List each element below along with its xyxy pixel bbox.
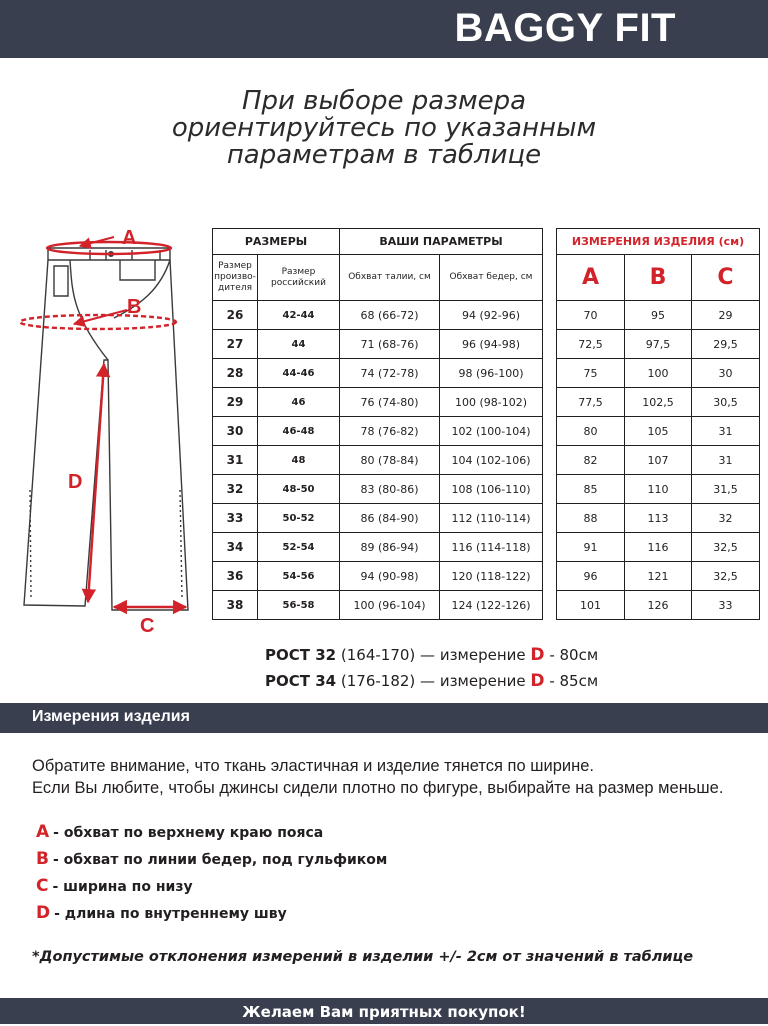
measure-cell-c: 32,5 (692, 562, 760, 591)
measure-cell-c: 30 (692, 359, 760, 388)
measure-row (557, 330, 760, 359)
marker-d-line (88, 364, 104, 602)
measure-cell-c: 31,5 (692, 475, 760, 504)
measure-cell-b: 95 (625, 301, 692, 330)
legend-letter: D (36, 903, 51, 923)
size-mfr-cell: 30 (213, 417, 258, 446)
size-row (213, 533, 543, 562)
measure-cell-a: 101 (557, 591, 625, 620)
measure-cell-b: 121 (625, 562, 692, 591)
measure-cell-a: 85 (557, 475, 625, 504)
measure-cell-c: 29,5 (692, 330, 760, 359)
size-ru-cell: 48 (258, 446, 340, 475)
height-range: (176-182) (340, 672, 416, 690)
size-ru-cell: 50-52 (258, 504, 340, 533)
notice-paragraph: Обратите внимание, что ткань эластичная и изделие тянется по ширине. (32, 757, 594, 775)
hips-cell: 112 (110-114) (440, 504, 543, 533)
notice-paragraph: Если Вы любите, чтобы джинсы сидели плотно по фигуре, выбирайте на размер меньше. (32, 779, 724, 797)
col-waist-header: Обхват талии, см (340, 255, 440, 301)
height-range: (164-170) (340, 646, 416, 664)
height-letter: D (530, 671, 545, 691)
measure-cell-a: 91 (557, 533, 625, 562)
size-row (213, 504, 543, 533)
waist-cell: 68 (66-72) (340, 301, 440, 330)
waist-cell: 100 (96-104) (340, 591, 440, 620)
size-mfr-cell: 26 (213, 301, 258, 330)
legend-text: - обхват по линии бедер, под гульфиком (52, 852, 388, 868)
measure-cell-b: 107 (625, 446, 692, 475)
size-mfr-cell: 38 (213, 591, 258, 620)
brand-title: BAGGY FIT (454, 6, 676, 50)
measure-cell-b: 100 (625, 359, 692, 388)
measurements-header: ИЗМЕРЕНИЯ ИЗДЕЛИЯ (см) (557, 229, 760, 255)
size-mfr-cell: 27 (213, 330, 258, 359)
measure-row (557, 446, 760, 475)
measure-row (557, 417, 760, 446)
measure-cell-a: 82 (557, 446, 625, 475)
waist-cell: 74 (72-78) (340, 359, 440, 388)
measure-row (557, 301, 760, 330)
measure-cell-a: 72,5 (557, 330, 625, 359)
measure-row (557, 388, 760, 417)
size-ru-cell: 44-46 (258, 359, 340, 388)
hips-cell: 94 (92-96) (440, 301, 543, 330)
measure-row (557, 504, 760, 533)
measure-cell-c: 29 (692, 301, 760, 330)
jeans-outline (24, 248, 188, 610)
waist-cell: 86 (84-90) (340, 504, 440, 533)
legend-item (36, 821, 387, 848)
section-title: Измерения изделия (32, 708, 190, 725)
legend-item (36, 875, 387, 902)
measure-cell-a: 77,5 (557, 388, 625, 417)
size-row (213, 330, 543, 359)
measure-cell-c: 33 (692, 591, 760, 620)
measure-cell-c: 32 (692, 504, 760, 533)
measure-row (557, 359, 760, 388)
diagram-label-a: A (122, 227, 137, 249)
height-label: РОСТ 34 (265, 672, 337, 690)
measure-cell-b: 116 (625, 533, 692, 562)
hips-cell: 100 (98-102) (440, 388, 543, 417)
measure-cell-b: 110 (625, 475, 692, 504)
notice-text (32, 758, 742, 802)
measure-cell-b: 102,5 (625, 388, 692, 417)
col-c-header: C (692, 255, 760, 301)
size-mfr-cell: 36 (213, 562, 258, 591)
col-mfr-line: произво- (214, 272, 256, 282)
measure-cell-a: 80 (557, 417, 625, 446)
diagram-label-c: C (140, 615, 155, 637)
measure-row (557, 533, 760, 562)
arrow-b (74, 310, 127, 324)
legend-item (36, 848, 387, 875)
height-note (265, 668, 598, 694)
size-row (213, 475, 543, 504)
measure-cell-b: 105 (625, 417, 692, 446)
hips-cell: 120 (118-122) (440, 562, 543, 591)
measure-cell-a: 88 (557, 504, 625, 533)
height-value: - 80см (549, 646, 599, 664)
bottom-banner (0, 998, 768, 1024)
measurement-legend (36, 821, 387, 929)
measure-row (557, 591, 760, 620)
size-row (213, 562, 543, 591)
size-row (213, 591, 543, 620)
legend-letter: A (36, 822, 50, 842)
size-mfr-cell: 29 (213, 388, 258, 417)
legend-text: - обхват по верхнему краю пояса (53, 825, 324, 841)
col-hips-header: Обхват бедер, см (440, 255, 543, 301)
legend-text: - ширина по низу (52, 879, 193, 895)
size-table (212, 228, 543, 620)
measure-cell-c: 31 (692, 446, 760, 475)
waist-cell: 94 (90-98) (340, 562, 440, 591)
measure-cell-c: 31 (692, 417, 760, 446)
size-ru-cell: 54-56 (258, 562, 340, 591)
size-mfr-cell: 31 (213, 446, 258, 475)
height-value: - 85см (549, 672, 599, 690)
size-ru-cell: 42-44 (258, 301, 340, 330)
waist-cell: 71 (68-76) (340, 330, 440, 359)
size-ru-cell: 46 (258, 388, 340, 417)
diagram-label-d: D (68, 471, 83, 493)
measure-cell-a: 96 (557, 562, 625, 591)
section-bar (0, 703, 768, 733)
col-a-header: A (557, 255, 625, 301)
size-ru-cell: 46-48 (258, 417, 340, 446)
measure-cell-c: 30,5 (692, 388, 760, 417)
waist-cell: 89 (86-94) (340, 533, 440, 562)
hips-cell: 108 (106-110) (440, 475, 543, 504)
col-mfr-line: Размер (218, 261, 252, 271)
size-mfr-cell: 28 (213, 359, 258, 388)
headline-line: При выборе размера (241, 86, 527, 116)
size-mfr-cell: 33 (213, 504, 258, 533)
height-letter: D (530, 645, 545, 665)
size-row (213, 301, 543, 330)
size-ru-cell: 56-58 (258, 591, 340, 620)
height-label: РОСТ 32 (265, 646, 337, 664)
headline-line: параметрам в таблице (226, 140, 542, 170)
measure-cell-a: 75 (557, 359, 625, 388)
hips-cell: 104 (102-106) (440, 446, 543, 475)
measure-cell-c: 32,5 (692, 533, 760, 562)
col-ru-header (258, 255, 340, 301)
size-ru-cell: 48-50 (258, 475, 340, 504)
col-ru-line: Размер (281, 266, 316, 277)
measure-cell-a: 70 (557, 301, 625, 330)
hips-cell: 124 (122-126) (440, 591, 543, 620)
measure-cell-b: 113 (625, 504, 692, 533)
measurements-table (556, 228, 760, 620)
jeans-diagram (10, 220, 210, 640)
legend-letter: C (36, 876, 49, 896)
measure-cell-b: 126 (625, 591, 692, 620)
waist-cell: 83 (80-86) (340, 475, 440, 504)
size-mfr-cell: 34 (213, 533, 258, 562)
measure-row (557, 475, 760, 504)
size-ru-cell: 52-54 (258, 533, 340, 562)
col-b-header: B (625, 255, 692, 301)
headline-line: ориентируйтесь по указанным (171, 113, 597, 143)
col-mfr-header (213, 255, 258, 301)
measure-cell-b: 97,5 (625, 330, 692, 359)
col-mfr-line: дителя (217, 283, 253, 293)
waist-cell: 80 (78-84) (340, 446, 440, 475)
header-params: ВАШИ ПАРАМЕТРЫ (340, 229, 543, 255)
height-note (265, 642, 598, 668)
height-text: — измерение (420, 646, 526, 664)
size-row (213, 359, 543, 388)
legend-text: - длина по внутреннему шву (54, 906, 287, 922)
hips-cell: 116 (114-118) (440, 533, 543, 562)
height-text: — измерение (420, 672, 526, 690)
height-notes (265, 642, 598, 694)
size-ru-cell: 44 (258, 330, 340, 359)
diagram-label-b: B (127, 296, 142, 318)
headline (0, 88, 768, 169)
size-row (213, 417, 543, 446)
hips-cell: 98 (96-100) (440, 359, 543, 388)
hips-cell: 96 (94-98) (440, 330, 543, 359)
legend-item (36, 902, 387, 929)
bottom-message: Желаем Вам приятных покупок! (242, 1003, 526, 1021)
tolerance-footnote: *Допустимые отклонения измерений в изделии +/- 2см от значений в таблице (32, 949, 694, 965)
hips-cell: 102 (100-104) (440, 417, 543, 446)
top-banner (0, 0, 768, 58)
size-row (213, 446, 543, 475)
waist-cell: 76 (74-80) (340, 388, 440, 417)
measure-row (557, 562, 760, 591)
size-row (213, 388, 543, 417)
col-ru-line: российский (271, 277, 326, 288)
header-sizes: РАЗМЕРЫ (213, 229, 340, 255)
waist-cell: 78 (76-82) (340, 417, 440, 446)
legend-letter: B (36, 849, 49, 869)
size-mfr-cell: 32 (213, 475, 258, 504)
